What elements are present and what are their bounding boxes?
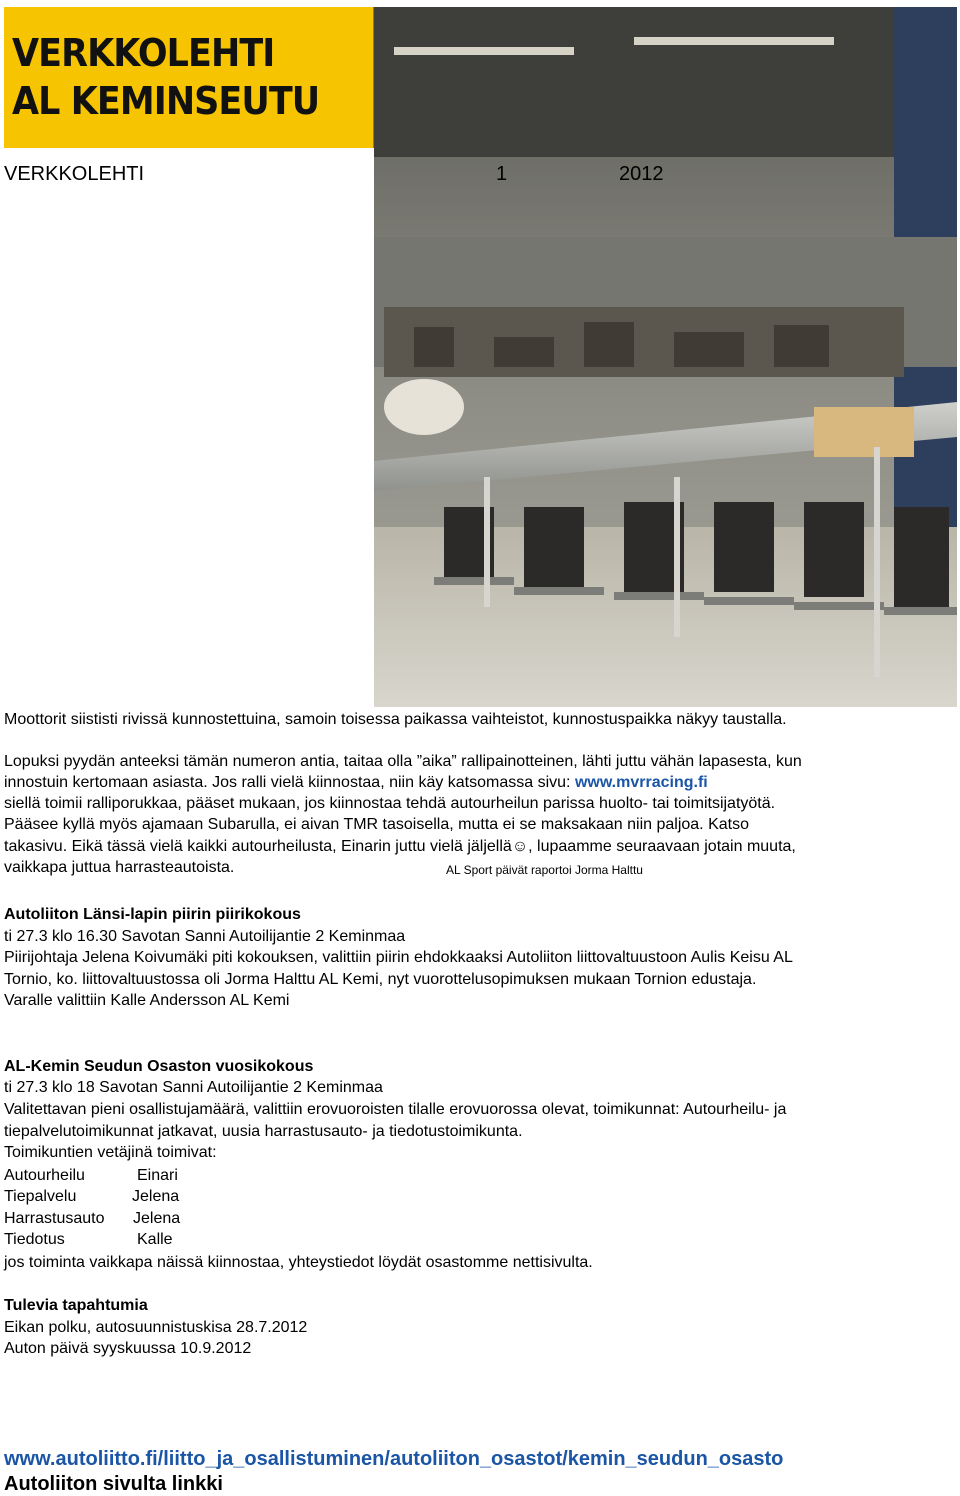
committee-leader: Jelena [132, 1188, 180, 1205]
committee-leader: Jelena [133, 1210, 181, 1227]
meeting1-line-4: Varalle valittiin Kalle Andersson AL Kemi [4, 992, 290, 1009]
autoliitto-page-link-label: Autoliiton sivulta linkki [4, 1473, 223, 1495]
issue-year: 2012 [619, 163, 664, 185]
committee-name: Harrastusauto [4, 1210, 105, 1227]
intro-line-2 [4, 773, 708, 793]
committee-leader: Kalle [137, 1231, 173, 1248]
meeting1-line-1: ti 27.3 klo 16.30 Savotan Sanni Autoilijantie 2 Keminmaa [4, 928, 406, 945]
committee-name: Tiepalvelu [4, 1188, 77, 1205]
meeting2-line-4: Toimikuntien vetäjinä toimivat: [4, 1144, 217, 1161]
committee-row [4, 1166, 85, 1186]
meeting2-line-3: tiepalvelutoimikunnat jatkavat, uusia harrastusauto- ja tiedotustoimikunta. [4, 1123, 523, 1140]
engine-workshop-photo [374, 7, 957, 707]
header-title-line1: VERKKOLEHTI [12, 31, 275, 75]
events-title: Tulevia tapahtumia [4, 1297, 148, 1314]
meeting2-line-2: Valitettavan pieni osallistujamäärä, valittiin erovuoroisten tilalle erovuorossa olevat, toimikunnat: Autourheilu- ja [4, 1101, 787, 1118]
photo-illustration [374, 7, 957, 707]
header-title-block [4, 7, 373, 148]
mvrracing-link[interactable]: www.mvrracing.fi [574, 774, 708, 791]
autoliitto-url-link[interactable]: www.autoliitto.fi/liitto_ja_osallistuminen/autoliiton_osastot/kemin_seudun_osasto [4, 1448, 784, 1470]
intro-line-3: siellä toimii ralliporukkaa, pääset mukaan, jos kiinnostaa tehdä autourheilun parissa huolto- tai toimitsijatyötä. [4, 795, 776, 812]
header-title-line2: AL KEMINSEUTU [12, 79, 320, 123]
committee-name: Autourheilu [4, 1167, 85, 1184]
issue-number: 1 [496, 163, 508, 185]
committee-leader: Einari [137, 1167, 178, 1184]
intro-line-4: Pääsee kyllä myös ajamaan Subarulla, ei aivan TMR tasoisella, mutta ei se maksakaan niin paljoa. Katso [4, 816, 749, 833]
event-item: Auton päivä syyskuussa 10.9.2012 [4, 1340, 252, 1357]
intro-line-1: Lopuksi pyydän anteeksi tämän numeron antia, taitaa olla ”aika” rallipainotteinen, lähti juttu vähän lapasesta, kun [4, 753, 802, 770]
meeting2-title: AL-Kemin Seudun Osaston vuosikokous [4, 1058, 314, 1075]
byline: AL Sport päivät raportoi Jorma Halttu [446, 863, 643, 877]
issue-label: VERKKOLEHTI [4, 163, 145, 185]
meeting1-title: Autoliiton Länsi-lapin piirin piirikokous [4, 906, 301, 923]
meeting1-line-3: Tornio, ko. liittovaltuustossa oli Jorma Halttu AL Kemi, nyt vuorottelusopimuksen mukaan Tornion edustaja. [4, 971, 757, 988]
event-item: Eikan polku, autosuunnistuskisa 28.7.2012 [4, 1319, 308, 1336]
committee-name: Tiedotus [4, 1231, 65, 1248]
intro-line-5: takasivu. Eikä tässä vielä kaikki autourheilusta, Einarin juttu vielä jäljellä☺, lupaamme seuraavaan jotain muuta, [4, 838, 796, 855]
intro-line-2-text: innostuin kertomaan asiasta. Jos ralli vielä kiinnostaa, niin käy katsomassa sivu: [4, 774, 575, 791]
meeting1-line-2: Piirijohtaja Jelena Koivumäki piti kokouksen, valittiin piirin ehdokkaaksi Autoliiton liittovaltuustoon Aulis Keisu AL [4, 949, 793, 966]
photo-caption: Moottorit siististi rivissä kunnostettuina, samoin toisessa paikassa vaihteistot, kunnostuspaikka näkyy taustalla. [4, 711, 787, 728]
meeting2-line-1: ti 27.3 klo 18 Savotan Sanni Autoilijantie 2 Keminmaa [4, 1079, 383, 1096]
intro-line-6: vaikkapa juttua harrasteautoista. [4, 859, 235, 876]
meeting2-line-5: jos toiminta vaikkapa näissä kiinnostaa, yhteystiedot löydät osastomme nettisivulta. [4, 1254, 593, 1271]
